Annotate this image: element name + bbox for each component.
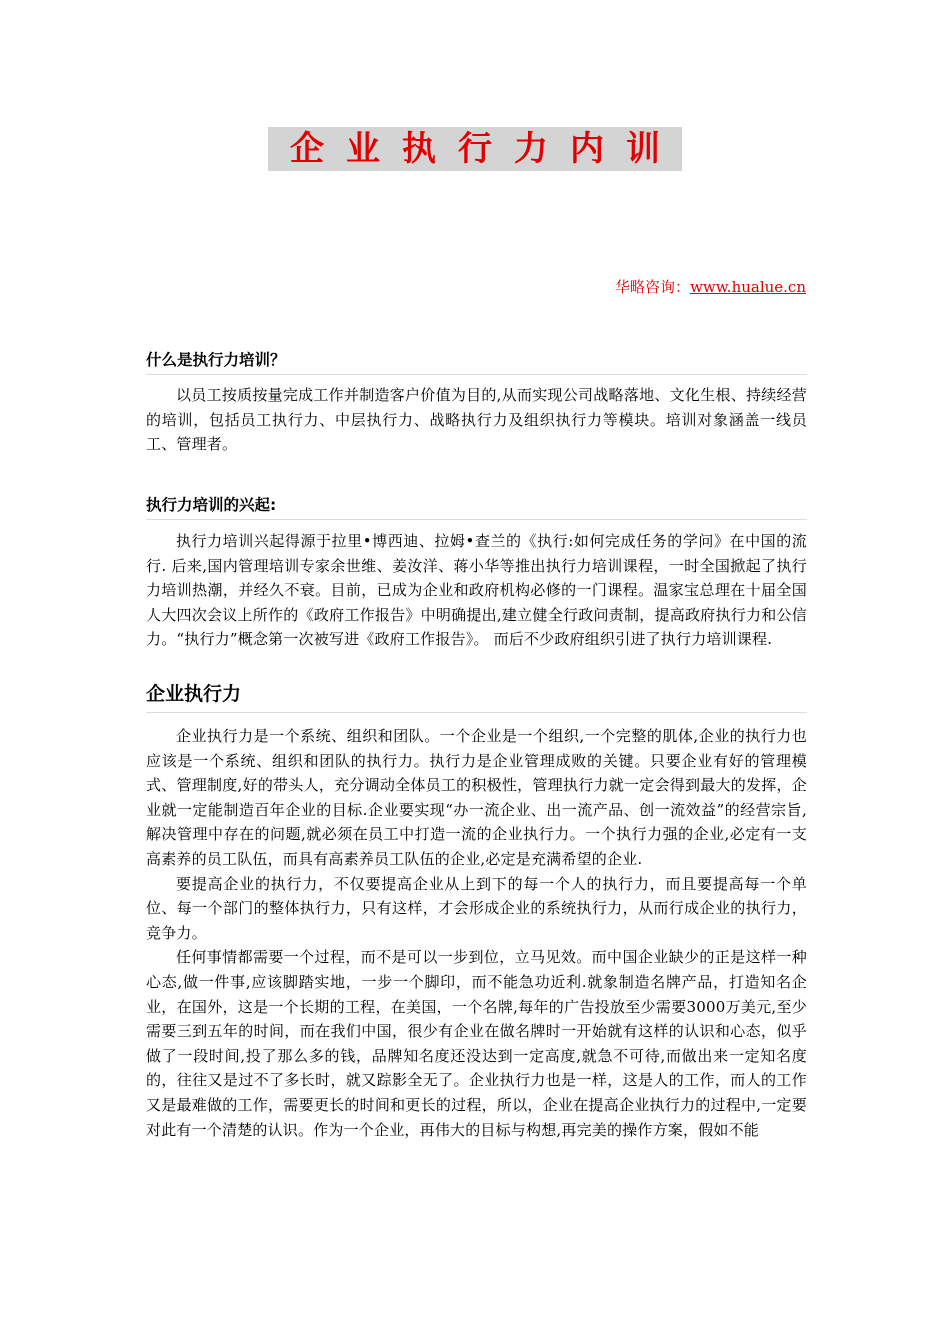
source-label: 华略咨询：: [615, 278, 691, 296]
section-heading: 什么是执行力培训？: [146, 348, 807, 375]
section-paragraph: 任何事情都需要一个过程，而不是可以一步到位，立马见效。而中国企业缺少的正是这样一种心态,做一件事,应该脚踏实地，一步一个脚印，而不能急功近利.就象制造名牌产品，打造知名企业，在国外，这是一个长期的工程，在美国，一个名牌,每年的广告投放至少需要3000万美元,至少需要三到五年的时间，而在我们中国，很少有企业在做名牌时一开始就有这样的认识和心态，似乎做了一段时间,投了那么多的钱，品牌知名度还没达到一定高度,就急不可待,而做出来一定知名度的，往往又是过不了多长时，就又踪影全无了。企业执行力也是一样，这是人的工作，而人的工作又是最难做的工作，需要更长的时间和更长的过程，所以，企业在提高企业执行力的过程中,一定要对此有一个清楚的认识。作为一个企业，再伟大的目标与构想,再完美的操作方案，假如不能: [146, 948, 807, 1139]
document-title: 企业执行力内训: [268, 127, 682, 171]
section-paragraph: 企业执行力是一个系统、组织和团队。一个企业是一个组织,一个完整的肌体,企业的执行力也应该是一个系统、组织和团队的执行力。执行力是企业管理成败的关键。只要企业有好的管理模式、管理制度,好的带头人，充分调动全体员工的积极性，管理执行力就一定会得到最大的发挥，企业就一定能制造百年企业的目标.企业要实现“办一流企业、出一流产品、创一流效益”的经营宗旨,解决管理中存在的问题,就必须在员工中打造一流的企业执行力。一个执行力强的企业,必定有一支高素养的员工队伍，而具有高素养员工队伍的企业,必定是充满希望的企业.: [146, 727, 807, 868]
section-paragraph: 执行力培训兴起得源于拉里•博西迪、拉姆•查兰的《执行:如何完成任务的学问》在中国的流行. 后来,国内管理培训专家余世维、姜汝洋、蒋小华等推出执行力培训课程，一时全国掀起了执行力培训热潮，并经久不衰。目前，已成为企业和政府机构必修的一门课程。温家宝总理在十届全国人大四次会议上所作的《政府工作报告》中明确提出,建立健全行政问责制，提高政府执行力和公信力。“执行力”概念第一次被写进《政府工作报告》。 而后不少政府组织引进了执行力培训课程.: [146, 532, 807, 649]
section-heading: 执行力培训的兴起:: [146, 493, 807, 520]
source-link[interactable]: www.hualue.cn: [690, 278, 806, 296]
section-paragraph: 要提高企业的执行力，不仅要提高企业从上到下的每一个人的执行力，而且要提高每一个单位、每一个部门的整体执行力，只有这样，才会形成企业的系统执行力，从而行成企业的执行力，竞争力。: [146, 874, 807, 942]
section-paragraph: 以员工按质按量完成工作并制造客户价值为目的,从而实现公司战略落地、文化生根、持续经营的培训，包括员工执行力、中层执行力、战略执行力及组织执行力等模块。培训对象涵盖一线员工、管理者。: [146, 386, 807, 454]
section-enterprise: [146, 680, 807, 1142]
section-heading: 企业执行力: [146, 680, 807, 713]
section-rise: [146, 493, 807, 652]
title-block: [0, 127, 950, 171]
section-what-is: [146, 348, 807, 457]
source-line: [615, 276, 806, 297]
